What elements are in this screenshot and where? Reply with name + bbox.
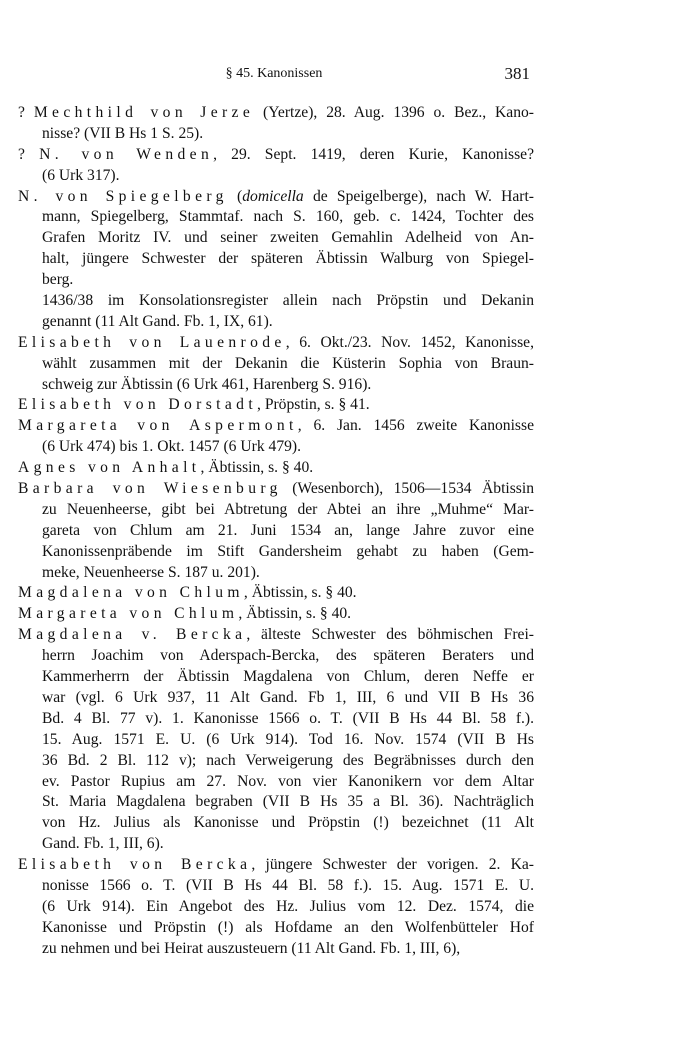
person-name: Magdalena v. Bercka: [18, 626, 247, 644]
text-line: [18, 792, 534, 813]
person-name: Margareta von Aspermont: [18, 417, 298, 435]
text-segment: , Äbtissin, s. § 40.: [243, 584, 357, 602]
text-line: [18, 312, 534, 333]
text-segment: genannt (11 Alt Gand. Fb. 1, IX, 61).: [42, 312, 273, 330]
text-segment: berg.: [42, 271, 74, 289]
text-line: [18, 124, 534, 145]
person-name: N. von Spiegelberg: [18, 187, 228, 205]
person-name: Agnes von Anhalt: [18, 459, 201, 477]
text-line: [18, 604, 534, 625]
text-line: [18, 876, 534, 897]
text-line: [18, 103, 534, 124]
text-segment: , jüngere Schwester der vorigen. 2. Ka-: [251, 856, 534, 874]
latin-term: domicella: [242, 187, 304, 205]
text-segment: (6 Urk 317).: [42, 166, 120, 184]
register-entry: [18, 855, 534, 959]
text-segment: , Äbtissin, s. § 40.: [200, 459, 314, 477]
register-entry: [18, 583, 534, 604]
text-segment: ?: [18, 104, 34, 121]
text-segment: Bd. 4 Bl. 77 v). 1. Kanonisse 1566 o. T. (VII B Hs 44 Bl. 58 f.).: [42, 709, 534, 727]
text-segment: Gand. Fb. 1, III, 6).: [42, 835, 164, 853]
register-entry: [18, 625, 534, 855]
text-line: [18, 395, 534, 416]
text-segment: Grafen Moritz IV. und seiner zweiten Gemahlin Adelheid von An-: [42, 229, 534, 247]
text-line: [18, 270, 534, 291]
text-line: [18, 688, 534, 709]
text-line: [18, 918, 534, 939]
text-segment: , 6. Jan. 1456 zweite Kanonisse: [297, 417, 534, 435]
text-segment: , älteste Schwester des böhmischen Frei-: [246, 626, 534, 644]
text-line: [18, 166, 534, 187]
text-segment: 36 Bd. 2 Bl. 112 v); nach Verweigerung des Begräbnisses durch den: [42, 751, 534, 769]
text-segment: 15. Aug. 1571 E. U. (6 Urk 914). Tod 16. Nov. 1574 (VII B Hs: [42, 730, 534, 748]
text-line: [18, 625, 534, 646]
text-segment: ev. Pastor Rupius am 27. Nov. von vier Kanonikern vor dem Altar: [42, 772, 534, 790]
text-segment: , Äbtissin, s. § 40.: [238, 605, 352, 623]
text-line: [18, 228, 534, 249]
page-number: 381: [504, 64, 530, 83]
person-name: Elisabeth von Bercka: [18, 856, 252, 874]
text-segment: halt, jüngere Schwester der späteren Äbtissin Walburg von Spiegel-: [42, 250, 534, 268]
text-segment: St. Maria Magdalena begraben (VII B Hs 35 a Bl. 36). Nachträglich: [42, 793, 534, 811]
text-segment: war (vgl. 6 Urk 937, 11 Alt Gand. Fb 1, III, 6 und VII B Hs 36: [42, 688, 534, 706]
text-line: [18, 375, 534, 396]
register-entry: [18, 416, 534, 458]
text-segment: nonisse 1566 o. T. (VII B Hs 44 Bl. 58 f.). 15. Aug. 1571 E. U.: [42, 876, 534, 894]
text-segment: (Yertze), 28. Aug. 1396 o. Bez., Kano-: [254, 104, 534, 121]
text-segment: von Hz. Julius als Kanonisse und Pröpstin (!) bezeichnet (11 Alt: [42, 814, 534, 832]
text-line: [18, 667, 534, 688]
text-segment: (6 Urk 474) bis 1. Okt. 1457 (6 Urk 479).: [42, 438, 302, 456]
text-line: [18, 542, 534, 563]
register-entry: [18, 103, 534, 145]
text-segment: ?: [18, 145, 40, 163]
entry-list: [18, 103, 534, 960]
text-line: [18, 897, 534, 918]
text-segment: de Speigelberge), nach W. Hart-: [303, 187, 534, 205]
register-entry: [18, 395, 534, 416]
text-line: [18, 834, 534, 855]
text-line: [18, 563, 534, 584]
text-segment: wählt zusammen mit der Dekanin die Küsterin Sophia von Braun-: [42, 354, 534, 372]
text-segment: (Wesenborch), 1506—1534 Äbtissin: [281, 480, 534, 498]
text-line: [18, 291, 534, 312]
text-segment: 1436/38 im Konsolationsregister allein nach Pröpstin und Dekanin: [42, 292, 534, 310]
person-name: N. von Wenden: [39, 145, 214, 163]
section-title: § 45. Kanonissen: [225, 66, 323, 81]
text-segment: Kammerherrn der Äbtissin Magdalena von Chlum, deren Neffe er: [42, 668, 534, 686]
text-line: [18, 939, 534, 960]
person-name: Mechthild von Jerze: [33, 104, 255, 121]
text-segment: zu Neuenheerse, gibt bei Abtretung der Abtei an ihre „Muhme“ Mar-: [42, 500, 534, 518]
person-name: Magdalena von Chlum: [18, 584, 244, 602]
text-line: [18, 730, 534, 751]
running-head: [18, 64, 530, 86]
text-line: [18, 333, 534, 354]
register-entry: [18, 458, 534, 479]
text-line: [18, 207, 534, 228]
register-entry: [18, 145, 534, 187]
text-segment: (6 Urk 914). Ein Angebot des Hz. Julius vom 12. Dez. 1574, die: [42, 897, 534, 915]
register-entry: [18, 604, 534, 625]
person-name: Margareta von Chlum: [18, 605, 239, 623]
text-line: [18, 458, 534, 479]
person-name: Elisabeth von Dorstadt: [18, 396, 258, 414]
text-line: [18, 249, 534, 270]
text-segment: zu nehmen und bei Heirat auszusteuern (11 Alt Gand. Fb. 1, III, 6),: [42, 939, 461, 957]
text-line: [18, 646, 534, 667]
text-segment: , 29. Sept. 1419, deren Kurie, Kanonisse?: [213, 145, 534, 163]
register-entry: [18, 333, 534, 396]
register-entry: [18, 187, 534, 333]
text-line: [18, 855, 534, 876]
text-segment: Kanonisse und Pröpstin (!) als Hofdame an den Wolfenbütteler Hof: [42, 918, 534, 936]
text-line: [18, 416, 534, 437]
text-segment: herrn Joachim von Aderspach-Bercka, des späteren Beraters und: [42, 647, 534, 665]
text-line: [18, 709, 534, 730]
text-segment: , 6. Okt./23. Nov. 1452, Kanonisse,: [285, 333, 534, 351]
text-segment: meke, Neuenheerse S. 187 u. 201).: [42, 563, 260, 581]
text-line: [18, 583, 534, 604]
text-line: [18, 479, 534, 500]
text-line: [18, 813, 534, 834]
text-line: [18, 145, 534, 166]
text-line: [18, 187, 534, 208]
text-line: [18, 772, 534, 793]
person-name: Elisabeth von Lauenrode: [18, 333, 286, 351]
text-segment: mann, Spiegelberg, Stammtaf. nach S. 160, geb. c. 1424, Tochter des: [42, 208, 534, 226]
text-segment: gareta von Chlum am 21. Juni 1534 an, lange Jahre zuvor eine: [42, 521, 534, 539]
text-segment: , Pröpstin, s. § 41.: [257, 396, 370, 414]
text-segment: (: [227, 187, 243, 205]
text-line: [18, 521, 534, 542]
text-line: [18, 500, 534, 521]
person-name: Barbara von Wiesenburg: [18, 480, 282, 498]
text-segment: Kanonissenpräbende im Stift Gandersheim gehabt zu haben (Gem-: [42, 542, 534, 560]
text-line: [18, 437, 534, 458]
text-segment: schweig zur Äbtissin (6 Urk 461, Harenberg S. 916).: [42, 375, 372, 393]
register-entry: [18, 479, 534, 583]
text-segment: nisse? (VII B Hs 1 S. 25).: [42, 124, 204, 142]
text-line: [18, 354, 534, 375]
text-line: [18, 751, 534, 772]
